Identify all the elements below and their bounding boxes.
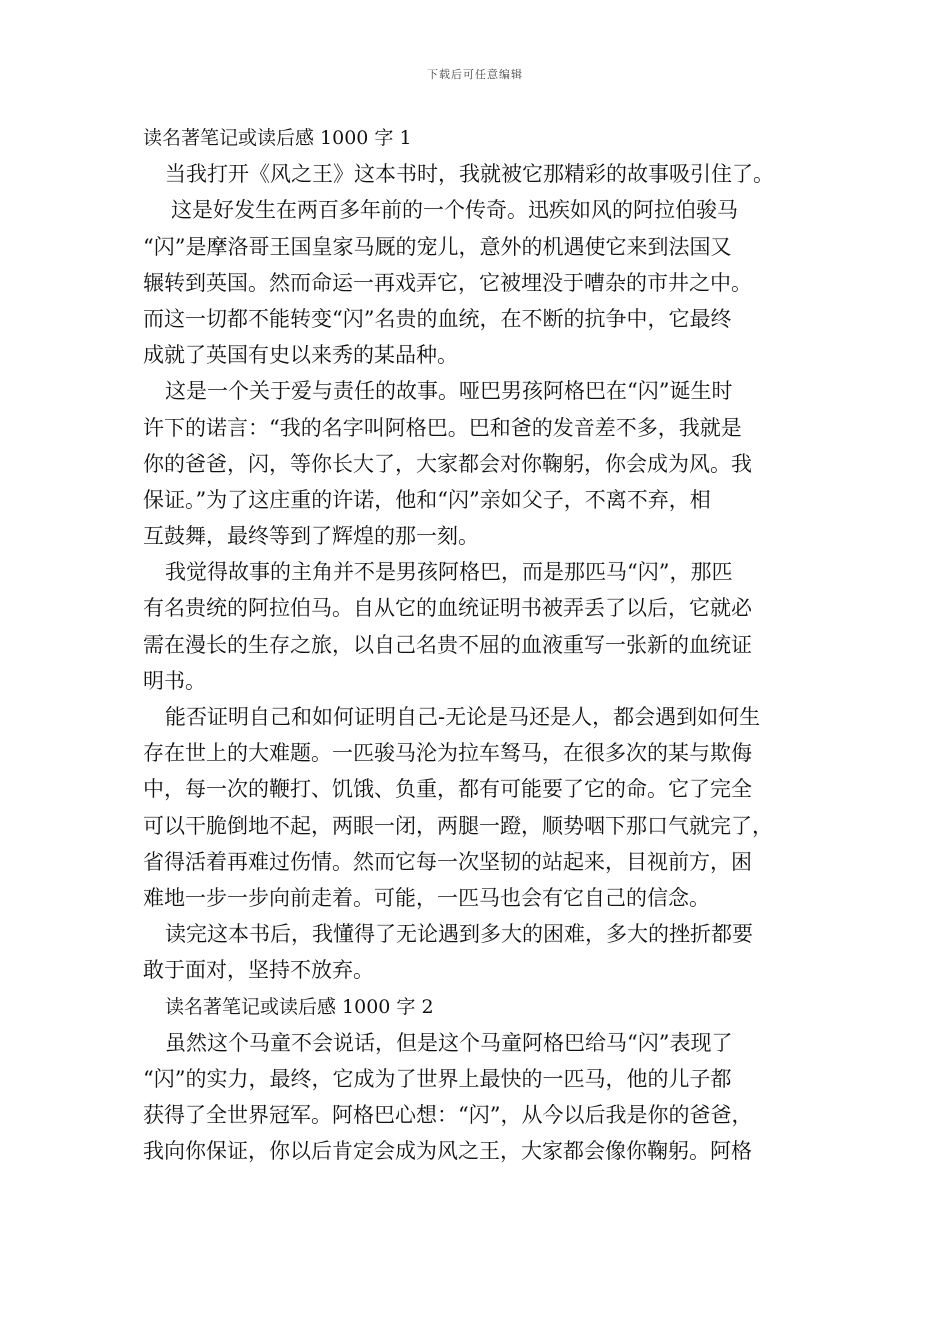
text-line: 我觉得故事的主角并不是男孩阿格巴，而是那匹马“闪”，那匹 — [165, 560, 733, 585]
text-line: 而这一切都不能转变“闪”名贵的血统，在不断的抗争中，它最终 — [143, 306, 732, 331]
text-line: 可以干脆倒地不起，两眼一闭，两腿一蹬，顺势咽下那口气就完了， — [143, 813, 773, 838]
document-body — [143, 120, 811, 1169]
text-line: 保证。”为了这庄重的许诺，他和“闪”亲如父子，不离不弃，相 — [143, 487, 711, 512]
text-line: 读完这本书后，我懂得了无论遇到多大的困难，多大的挫折都要 — [165, 922, 753, 947]
text-line: 辗转到英国。然而命运一再戏弄它，它被埋没于嘈杂的市井之中。 — [143, 270, 752, 295]
text-line: 需在漫长的生存之旅，以自己名贵不屈的血液重写一张新的血统证 — [143, 632, 752, 657]
text-line: 虽然这个马童不会说话，但是这个马童阿格巴给马“闪”表现了 — [165, 1030, 733, 1055]
text-line: 存在世上的大难题。一匹骏马沦为拉车驽马，在很多次的某与欺侮 — [143, 741, 752, 766]
text-line: 互鼓舞，最终等到了辉煌的那一刻。 — [143, 524, 479, 549]
section-heading: 读名著笔记或读后感 1000 字 2 — [165, 995, 434, 1018]
text-line: 能否证明自己和如何证明自己-无论是马还是人，都会遇到如何生 — [165, 705, 761, 729]
text-line: 这是一个关于爱与责任的故事。哑巴男孩阿格巴在“闪”诞生时 — [165, 379, 733, 404]
text-line: 这是好发生在两百多年前的一个传奇。迅疾如风的阿拉伯骏马 — [171, 198, 738, 223]
text-line: 我向你保证，你以后肯定会成为风之王，大家都会像你鞠躬。阿格 — [143, 1139, 752, 1164]
text-line: 中，每一次的鞭打、饥饿、负重，都有可能要了它的命。它了完全 — [143, 777, 752, 802]
text-line: “闪”的实力，最终，它成为了世界上最快的一匹马，他的儿子都 — [143, 1066, 732, 1091]
text-line: 成就了英国有史以来秀的某品种。 — [143, 343, 458, 368]
section-heading: 读名著笔记或读后感 1000 字 1 — [143, 127, 412, 149]
text-line: 许下的诺言：“我的名字叫阿格巴。巴和爸的发音差不多，我就是 — [143, 415, 742, 440]
text-line: 有名贵统的阿拉伯马。自从它的血统证明书被弄丢了以后，它就必 — [143, 596, 752, 621]
download-note: 下载后可任意编辑 — [427, 68, 523, 81]
text-line: 当我打开《风之王》这本书时，我就被它那精彩的故事吸引住了。 — [165, 162, 774, 187]
text-line: 敢于面对，坚持不放弃。 — [143, 958, 374, 983]
text-line: 你的爸爸，闪，等你长大了，大家都会对你鞠躬，你会成为风。我 — [143, 451, 752, 476]
text-line: 难地一步一步向前走着。可能，一匹马也会有它自己的信念。 — [143, 885, 710, 910]
text-line: 省得活着再难过伤情。然而它每一次坚韧的站起来，目视前方，困 — [143, 849, 752, 874]
text-line: “闪”是摩洛哥王国皇家马厩的宠儿，意外的机遇使它来到法国又 — [143, 234, 732, 259]
text-line: 获得了全世界冠军。阿格巴心想：“闪”，从今以后我是你的爸爸， — [143, 1103, 753, 1128]
text-line: 明书。 — [143, 668, 206, 693]
